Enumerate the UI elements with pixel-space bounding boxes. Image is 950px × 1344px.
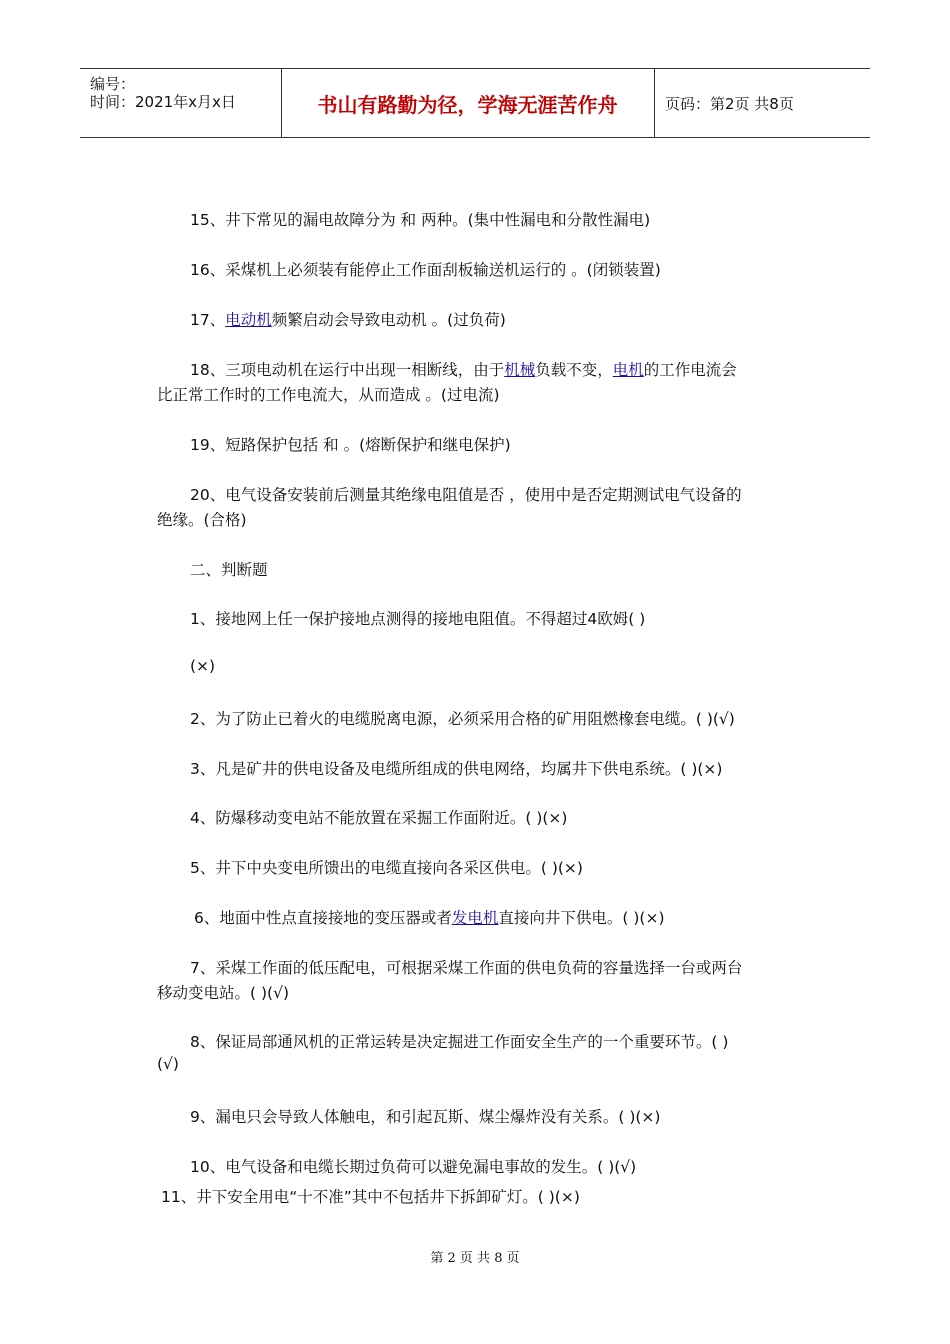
judge-5: 5、井下中央变电所馈出的电缆直接向各采区供电。( )(×) bbox=[190, 859, 583, 877]
section-heading-judgement: 二、判断题 bbox=[190, 561, 268, 579]
judge-11: 11、井下安全用电“十不准”其中不包括井下拆卸矿灯。( )(×) bbox=[161, 1188, 580, 1206]
judge-1-answer: (×) bbox=[190, 657, 216, 675]
judge-7-line2: 移动变电站。( )(√) bbox=[157, 984, 289, 1002]
judge-8-line2: (√) bbox=[157, 1055, 179, 1073]
header-info-cell bbox=[80, 69, 282, 137]
question-18-text-b: 负载不变， bbox=[535, 361, 613, 379]
question-17-text: 频繁启动会导致电动机 。(过负荷) bbox=[271, 311, 506, 329]
page-header bbox=[80, 68, 870, 138]
judge-6-text-b: 直接向井下供电。( )(×) bbox=[498, 909, 665, 927]
question-18-text-a: 18、三项电动机在运行中出现一相断线，由于 bbox=[190, 361, 505, 379]
header-page-number: 页码：第2页 共8页 bbox=[665, 94, 794, 113]
judge-7-line1: 7、采煤工作面的低压配电，可根据采煤工作面的供电负荷的容量选择一台或两台 bbox=[190, 959, 743, 977]
judge-3: 3、凡是矿井的供电设备及电缆所组成的供电网络，均属井下供电系统。( )(×) bbox=[190, 760, 723, 778]
question-18-text-c: 的工作电流会 bbox=[643, 361, 737, 379]
judge-8-line1: 8、保证局部通风机的正常运转是决定掘进工作面安全生产的一个重要环节。( ) bbox=[190, 1033, 729, 1051]
header-motto: 书山有路勤为径，学海无涯苦作舟 bbox=[281, 69, 655, 137]
question-20-line1: 20、电气设备安装前后测量其绝缘电阻值是否 ，使用中是否定期测试电气设备的 bbox=[190, 486, 742, 504]
question-16: 16、采煤机上必须装有能停止工作面刮板输送机运行的 。(闭锁装置) bbox=[190, 261, 661, 279]
question-15: 15、井下常见的漏电故障分为 和 两种。(集中性漏电和分散性漏电) bbox=[190, 211, 651, 229]
judge-10: 10、电气设备和电缆长期过负荷可以避免漏电事故的发生。( )(√) bbox=[190, 1158, 637, 1176]
question-19: 19、短路保护包括 和 。(熔断保护和继电保护) bbox=[190, 436, 511, 454]
doc-time-label: 时间：2021年x月x日 bbox=[90, 93, 236, 111]
judge-9: 9、漏电只会导致人体触电，和引起瓦斯、煤尘爆炸没有关系。( )(×) bbox=[190, 1108, 661, 1126]
judge-1: 1、接地网上任一保护接地点测得的接地电阻值。不得超过4欧姆( ) bbox=[190, 610, 646, 628]
judge-2: 2、为了防止已着火的电缆脱离电源，必须采用合格的矿用阻燃橡套电缆。( )(√) bbox=[190, 710, 735, 728]
question-17-number: 17、 bbox=[190, 311, 226, 329]
judge-4: 4、防爆移动变电站不能放置在采掘工作面附近。( )(×) bbox=[190, 809, 568, 827]
judge-6-text-a: 6、地面中性点直接接地的变压器或者 bbox=[194, 909, 452, 927]
judge-6 bbox=[194, 906, 665, 928]
page-footer: 第 2 页 共 8 页 bbox=[430, 1251, 520, 1266]
link-electric-motor[interactable]: 电机 bbox=[612, 361, 644, 379]
question-17 bbox=[190, 308, 506, 330]
question-18-line1 bbox=[190, 358, 737, 380]
doc-code-label: 编号： bbox=[90, 75, 136, 93]
question-20-line2: 绝缘。(合格) bbox=[157, 511, 247, 529]
link-machinery[interactable]: 机械 bbox=[504, 361, 536, 379]
question-18-line2: 比正常工作时的工作电流大，从而造成 。(过电流) bbox=[157, 386, 500, 404]
link-generator[interactable]: 发电机 bbox=[451, 909, 499, 927]
link-motor[interactable]: 电动机 bbox=[225, 311, 272, 329]
